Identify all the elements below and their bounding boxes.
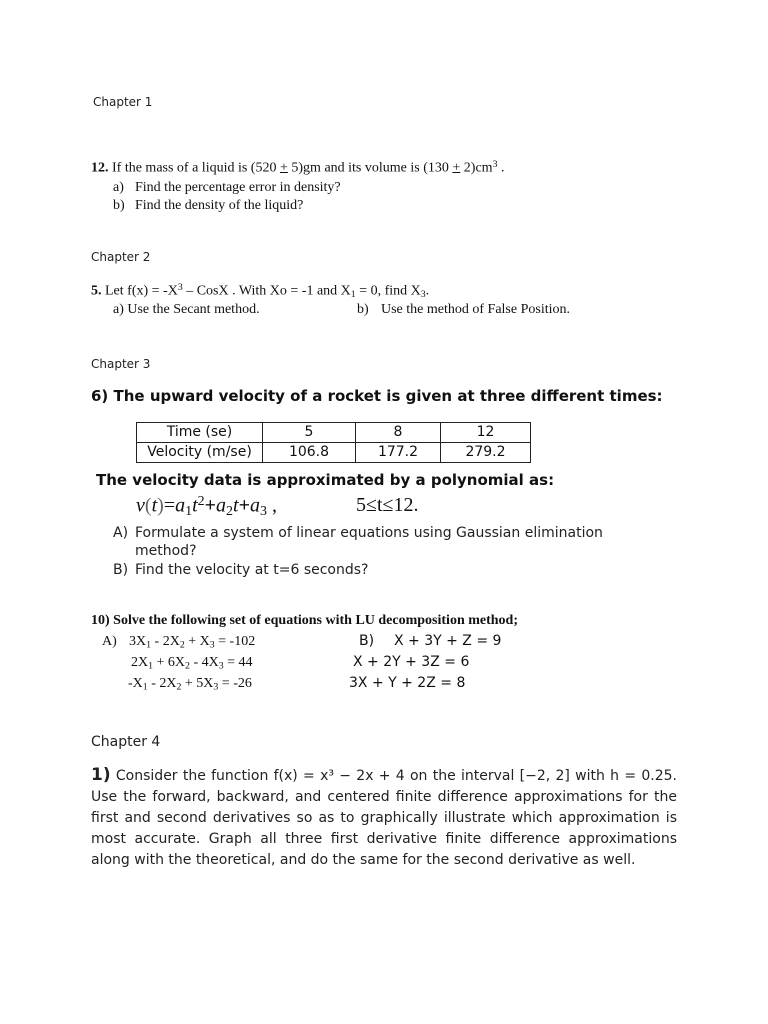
equation-line: X + 2Y + 3Z = 6 — [353, 654, 470, 670]
chapter-1-heading: Chapter 1 — [93, 95, 153, 109]
equation-line: $3X_1 - 2X_2 + X_3 = -102$ — [129, 634, 256, 651]
question-number: 12. — [91, 160, 109, 176]
table-row — [137, 423, 531, 443]
approximation-text: The velocity data is approximated by a polynomial as: — [96, 471, 555, 489]
equation-line: $-X_1 - 2X_2 + 5X_3 = -26$ — [128, 676, 252, 693]
table-cell: 279.2 — [441, 443, 531, 463]
table-cell: 106.8 — [263, 443, 356, 463]
question-1-paragraph: 1) Consider the function f(x) = x³ − 2x + 4 on the interval [−2, 2] with h = 0.25. Use the forward, backward, and centered finite difference approximations for the first and second derivatives so as to graphically illustrate which approximation is most accurate. Graph all three first derivative finite difference approximations along with the theoretical, and do the same for the second derivative as well. — [91, 765, 677, 868]
question-5: 5. Let $f(x) = -X^3$ – CosX . With Xo = -1 and $X_1 = 0$, find $X_3$. — [91, 282, 430, 300]
list-item: a) Find the percentage error in density? — [113, 180, 341, 195]
equation-line: X + 3Y + Z = 9 — [394, 633, 502, 649]
system-a-marker: A) — [102, 634, 117, 649]
chapter-3-heading: Chapter 3 — [91, 357, 151, 371]
chapter-4-heading: Chapter 4 — [91, 734, 161, 750]
velocity-formula: $v(t)=a_1t^2+a_2t+a_3$ , — [136, 494, 278, 519]
equation-line: 3X + Y + 2Z = 8 — [349, 675, 466, 691]
list-item: a) Use the Secant method. — [113, 302, 260, 317]
table-cell: 8 — [356, 423, 441, 443]
list-item: B) Find the velocity at t=6 seconds? — [113, 562, 369, 578]
table-cell: 177.2 — [356, 443, 441, 463]
table-cell: 5 — [263, 423, 356, 443]
table-row — [137, 443, 531, 463]
question-10-title: 10) Solve the following set of equations with LU decomposition method; — [91, 613, 519, 628]
question-number: 5. — [91, 283, 102, 299]
question-6-title: 6) The upward velocity of a rocket is given at three different times: — [91, 387, 663, 405]
list-item: b) Find the density of the liquid? — [113, 198, 304, 213]
question-number: 1) — [91, 765, 111, 785]
list-item-continuation: method? — [135, 543, 197, 559]
velocity-table — [136, 422, 531, 463]
list-item: A) Formulate a system of linear equations using Gaussian elimination — [113, 525, 603, 541]
table-cell: 12 — [441, 423, 531, 443]
list-item: b) Use the method of False Position. — [357, 302, 570, 317]
table-cell: Time (se) — [137, 423, 263, 443]
question-12: 12. If the mass of a liquid is (520 + 5)gm and its volume is $(130 + 2)cm^3$ . — [91, 159, 505, 176]
chapter-2-heading: Chapter 2 — [91, 250, 151, 264]
system-b-marker: B) — [359, 633, 375, 649]
equation-line: $2X_1 + 6X_2 - 4X_3 = 44$ — [131, 655, 253, 672]
velocity-range: 5≤t≤12. — [356, 494, 419, 516]
table-cell: Velocity (m/se) — [137, 443, 263, 463]
